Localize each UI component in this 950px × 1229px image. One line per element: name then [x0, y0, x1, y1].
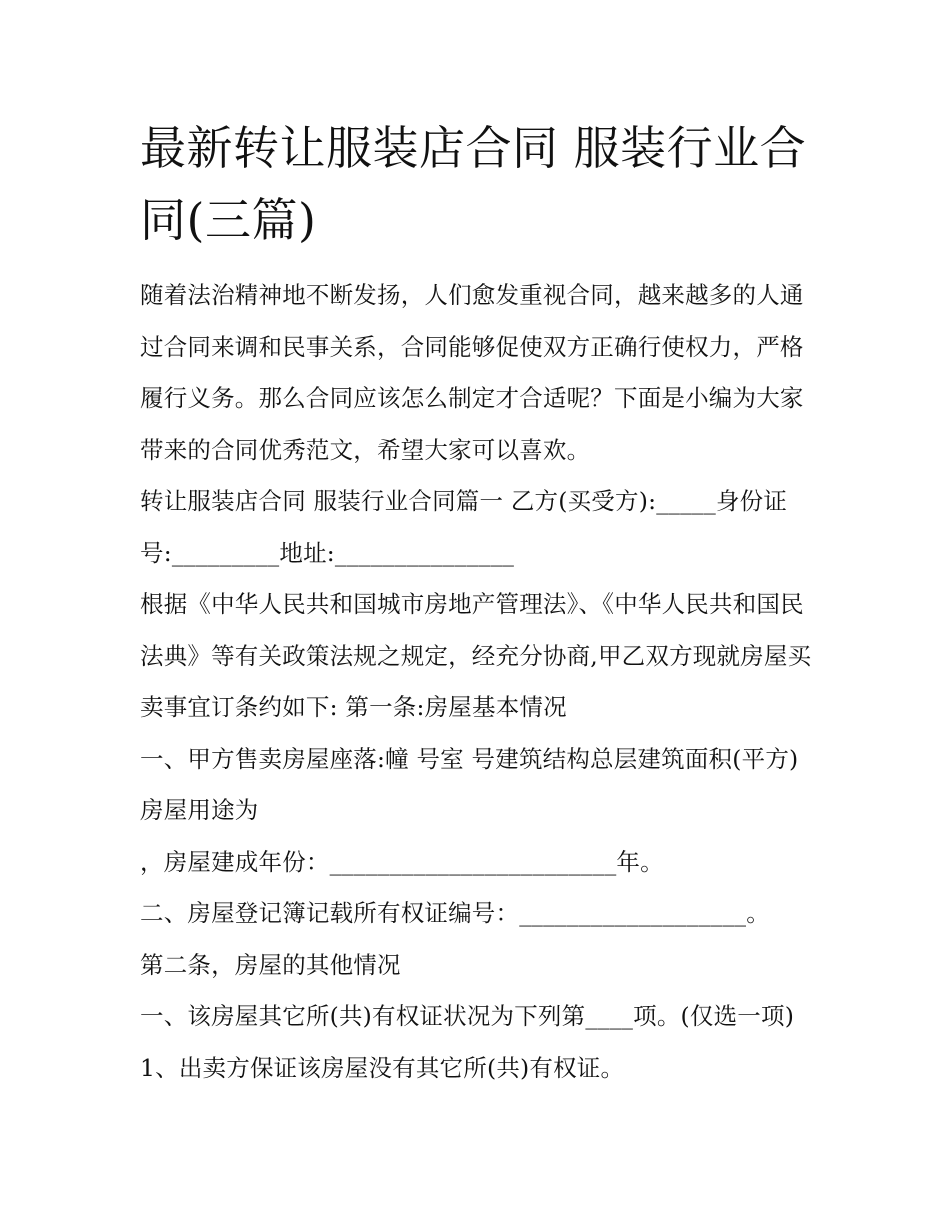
contract-header-paragraph: 转让服装店合同 服装行业合同篇一 乙方(买受方):_____身份证号:_________地址:_______________ [140, 487, 788, 567]
document-title: 最新转让服装店合同 服装行业合同(三篇) [140, 121, 807, 247]
article-two-heading: 第二条，房屋的其他情况 [140, 950, 401, 979]
document-page [140, 112, 816, 1094]
build-year-paragraph: ，房屋建成年份：________________________年。 [140, 847, 664, 876]
legal-basis-paragraph: 根据《中华人民共和国城市房地产管理法》、《中华人民共和国民法典》等有关政策法规之规定，经充分协商,甲乙双方现就房屋买卖事宜订条约如下: 第一条:房屋基本情况 [140, 590, 812, 721]
co-ownership-paragraph: 一、该房屋其它所(共)有权证状况为下列第____项。(仅选一项) 1、出卖方保证该房屋没有其它所(共)有权证。 [140, 1002, 795, 1082]
intro-paragraph: 随着法治精神地不断发扬，人们愈发重视合同，越来越多的人通过合同来调和民事关系，合同能够促使双方正确行使权力，严格履行义务。那么合同应该怎么制定才合适呢？下面是小编为大家带来的合同优秀范文，希望大家可以喜欢。 [140, 281, 804, 464]
certificate-number-paragraph: 二、房屋登记簿记载所有权证编号：___________________。 [140, 899, 770, 927]
house-location-paragraph: 一、甲方售卖房屋座落:幢 号室 号建筑结构总层建筑面积(平方) 房屋用途为 [140, 744, 799, 824]
